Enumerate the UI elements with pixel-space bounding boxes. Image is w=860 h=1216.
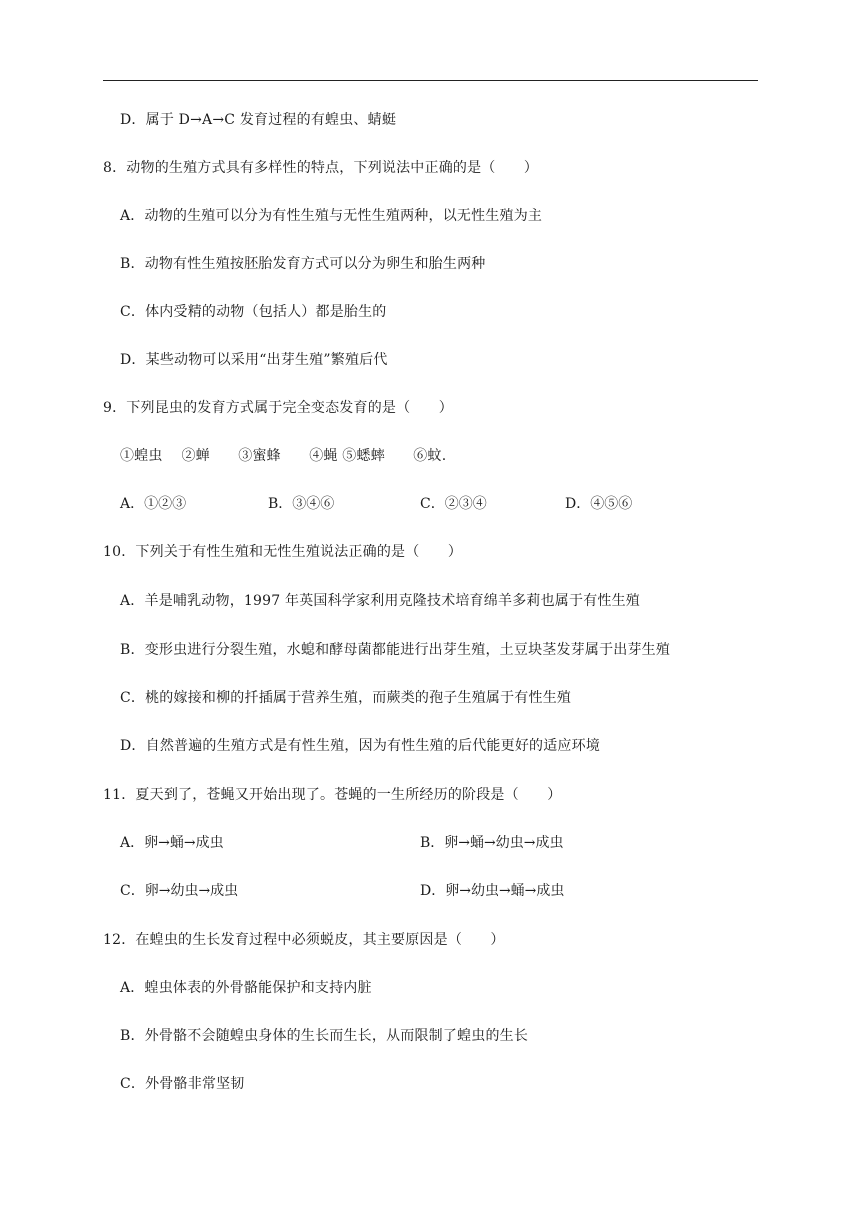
q10-option-d: D．自然普遍的生殖方式是有性生殖，因为有性生殖的后代能更好的适应环境 [120,738,601,754]
q11-option-c: C．卵→幼虫→成虫 [120,883,239,899]
header-rule [103,80,758,81]
q10-option-c: C．桃的嫁接和柳的扦插属于营养生殖，而蕨类的孢子生殖属于有性生殖 [120,690,572,706]
q9-insect-list: ①蝗虫 ②蝉 ③蜜蜂 ④蝇 ⑤蟋蟀 ⑥蚊. [120,448,447,464]
q10-option-b: B．变形虫进行分裂生殖，水螅和酵母菌都能进行出芽生殖，土豆块茎发芽属于出芽生殖 [120,642,671,658]
q12-option-c: C．外骨骼非常坚韧 [120,1076,245,1092]
q8-option-a: A．动物的生殖可以分为有性生殖与无性生殖两种，以无性生殖为主 [120,208,543,224]
q8-option-c: C．体内受精的动物（包括人）都是胎生的 [120,304,387,320]
q12-option-b: B．外骨骼不会随蝗虫身体的生长而生长，从而限制了蝗虫的生长 [120,1028,529,1044]
q11-option-a: A．卵→蛹→成虫 [120,835,224,851]
q9-option-b: B．③④⑥ [268,496,335,512]
q12-option-a: A．蝗虫体表的外骨骼能保护和支持内脏 [120,980,372,996]
q8-option-d: D．某些动物可以采用“出芽生殖”繁殖后代 [120,352,388,368]
q9-option-c: C．②③④ [420,496,487,512]
question-10: 10．下列关于有性生殖和无性生殖说法正确的是（ ） [103,544,463,560]
q11-option-b: B．卵→蛹→幼虫→成虫 [420,835,564,851]
q11-option-d: D．卵→幼虫→蛹→成虫 [420,883,565,899]
q9-option-a: A．①②③ [120,496,187,512]
q8-option-b: B．动物有性生殖按胚胎发育方式可以分为卵生和胎生两种 [120,256,486,272]
q10-option-a: A．羊是哺乳动物，1997 年英国科学家利用克隆技术培育绵羊多莉也属于有性生殖 [120,593,640,609]
question-12: 12．在蝗虫的生长发育过程中必须蜕皮，其主要原因是（ ） [103,932,505,948]
question-8: 8．动物的生殖方式具有多样性的特点，下列说法中正确的是（ ） [103,160,539,176]
question-9: 9．下列昆虫的发育方式属于完全变态发育的是（ ） [103,400,453,416]
option-prev-d: D．属于 D→A→C 发育过程的有蝗虫、蜻蜓 [120,112,397,128]
q9-option-d: D．④⑤⑥ [565,496,633,512]
question-11: 11．夏天到了，苍蝇又开始出现了。苍蝇的一生所经历的阶段是（ ） [103,787,562,803]
